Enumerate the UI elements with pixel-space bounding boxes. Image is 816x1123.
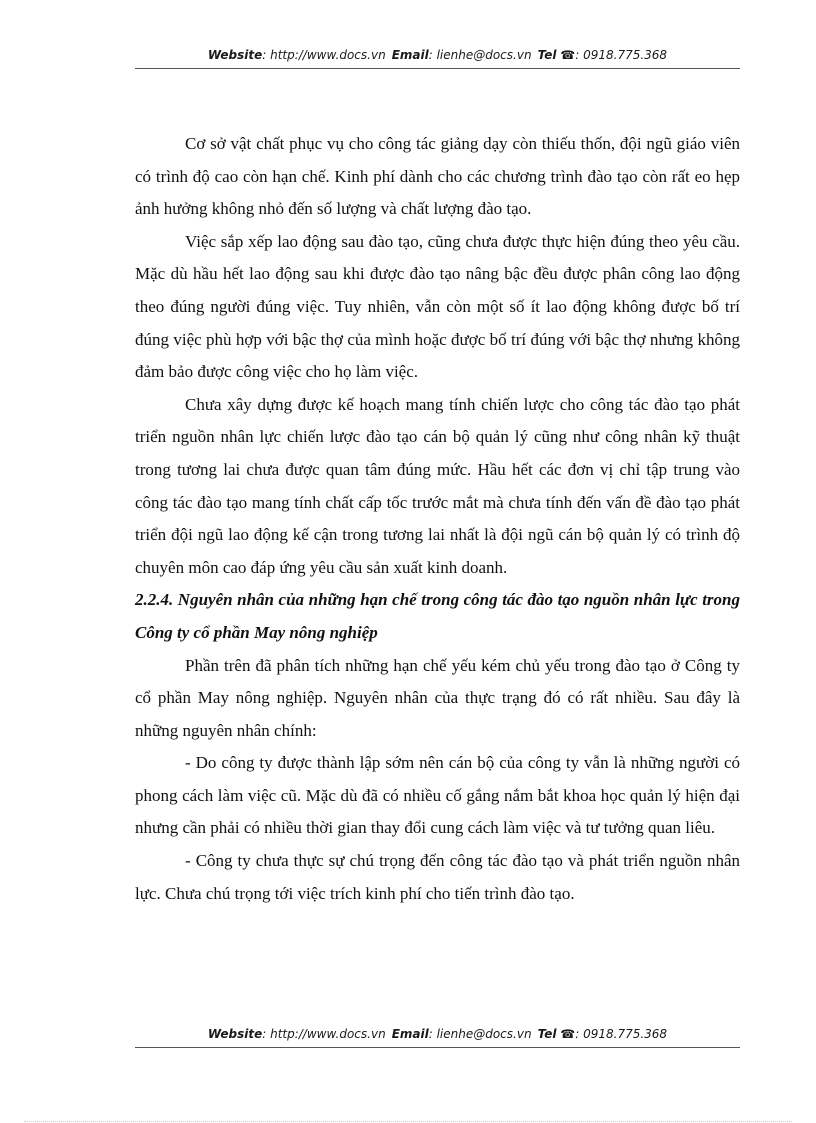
section-heading: 2.2.4. Nguyên nhân của những hạn chế trong công tác đào tạo nguồn nhân lực trong Công ty cổ phần May nông nghiệp <box>135 590 740 642</box>
website-value: : http://www.docs.vn <box>262 1027 386 1041</box>
header-rule <box>135 68 740 69</box>
tel-label: Tel <box>537 1027 557 1041</box>
telephone-icon: ☎ <box>560 1027 576 1041</box>
paragraph-3: Chưa xây dựng được kế hoạch mang tính chiến lược cho công tác đào tạo phát triển nguồn nhân lực chiến lược đào tạo cán bộ quản lý cũng như công nhân kỹ thuật trong tương lai chưa được quan tâm đúng mức. Hầu hết các đơn vị chỉ tập trung vào công tác đào tạo mang tính chất cấp tốc trước mắt mà chưa tính đến vấn đề đào tạo phát triển đội ngũ lao động kế cận trong tương lai nhất là đội ngũ cán bộ quản lý có trình độ chuyên môn cao đáp ứng yêu cầu sản xuất kinh doanh. <box>135 394 740 577</box>
page-bottom-border <box>24 1121 792 1122</box>
tel-label: Tel <box>537 48 557 62</box>
email-value: : lienhe@docs.vn <box>428 1027 532 1041</box>
footer-rule <box>135 1047 740 1048</box>
tel-value: : 0918.775.368 <box>575 48 668 62</box>
paragraph-2: Việc sắp xếp lao động sau đào tạo, cũng chưa được thực hiện đúng theo yêu cầu. Mặc dù hầu hết lao động sau khi được đào tạo nâng bậc đều được phân công lao động theo đúng người đúng việc. Tuy nhiên, vẫn còn một số ít lao động không được bố trí đúng việc phù hợp với bậc thợ của mình hoặc được bố trí đúng với bậc thợ nhưng không đảm bảo được công việc cho họ làm việc. <box>135 231 740 382</box>
website-label: Website <box>207 48 263 62</box>
paragraph-6: - Công ty chưa thực sự chú trọng đến công tác đào tạo và phát triển nguồn nhân lực. Chưa chú trọng tới việc trích kinh phí cho tiến trình đào tạo. <box>135 851 740 903</box>
email-value: : lienhe@docs.vn <box>428 48 532 62</box>
website-value: : http://www.docs.vn <box>262 48 386 62</box>
website-label: Website <box>207 1027 263 1041</box>
paragraph-1: Cơ sở vật chất phục vụ cho công tác giảng dạy còn thiếu thốn, đội ngũ giáo viên có trình độ cao còn hạn chế. Kinh phí dành cho các chương trình đào tạo còn rất eo hẹp ảnh hưởng không nhỏ đến số lượng và chất lượng đào tạo. <box>135 134 740 219</box>
paragraph-5: - Do công ty được thành lập sớm nên cán bộ của công ty vẫn là những người có phong cách làm việc cũ. Mặc dù đã có nhiều cố gắng nắm bắt khoa học quản lý hiện đại nhưng cần phải có nhiều thời gian thay đổi cung cách làm việc và tư tưởng quan liêu. <box>135 753 740 838</box>
page-footer <box>135 1027 740 1041</box>
email-label: Email <box>391 48 429 62</box>
email-label: Email <box>391 1027 429 1041</box>
paragraph-4: Phần trên đã phân tích những hạn chế yếu kém chủ yếu trong đào tạo ở Công ty cổ phần May nông nghiệp. Nguyên nhân của thực trạng đó có rất nhiều. Sau đây là những nguyên nhân chính: <box>135 655 740 740</box>
tel-value: : 0918.775.368 <box>575 1027 668 1041</box>
document-body <box>135 128 740 910</box>
telephone-icon: ☎ <box>560 48 576 62</box>
page-header <box>135 48 740 62</box>
